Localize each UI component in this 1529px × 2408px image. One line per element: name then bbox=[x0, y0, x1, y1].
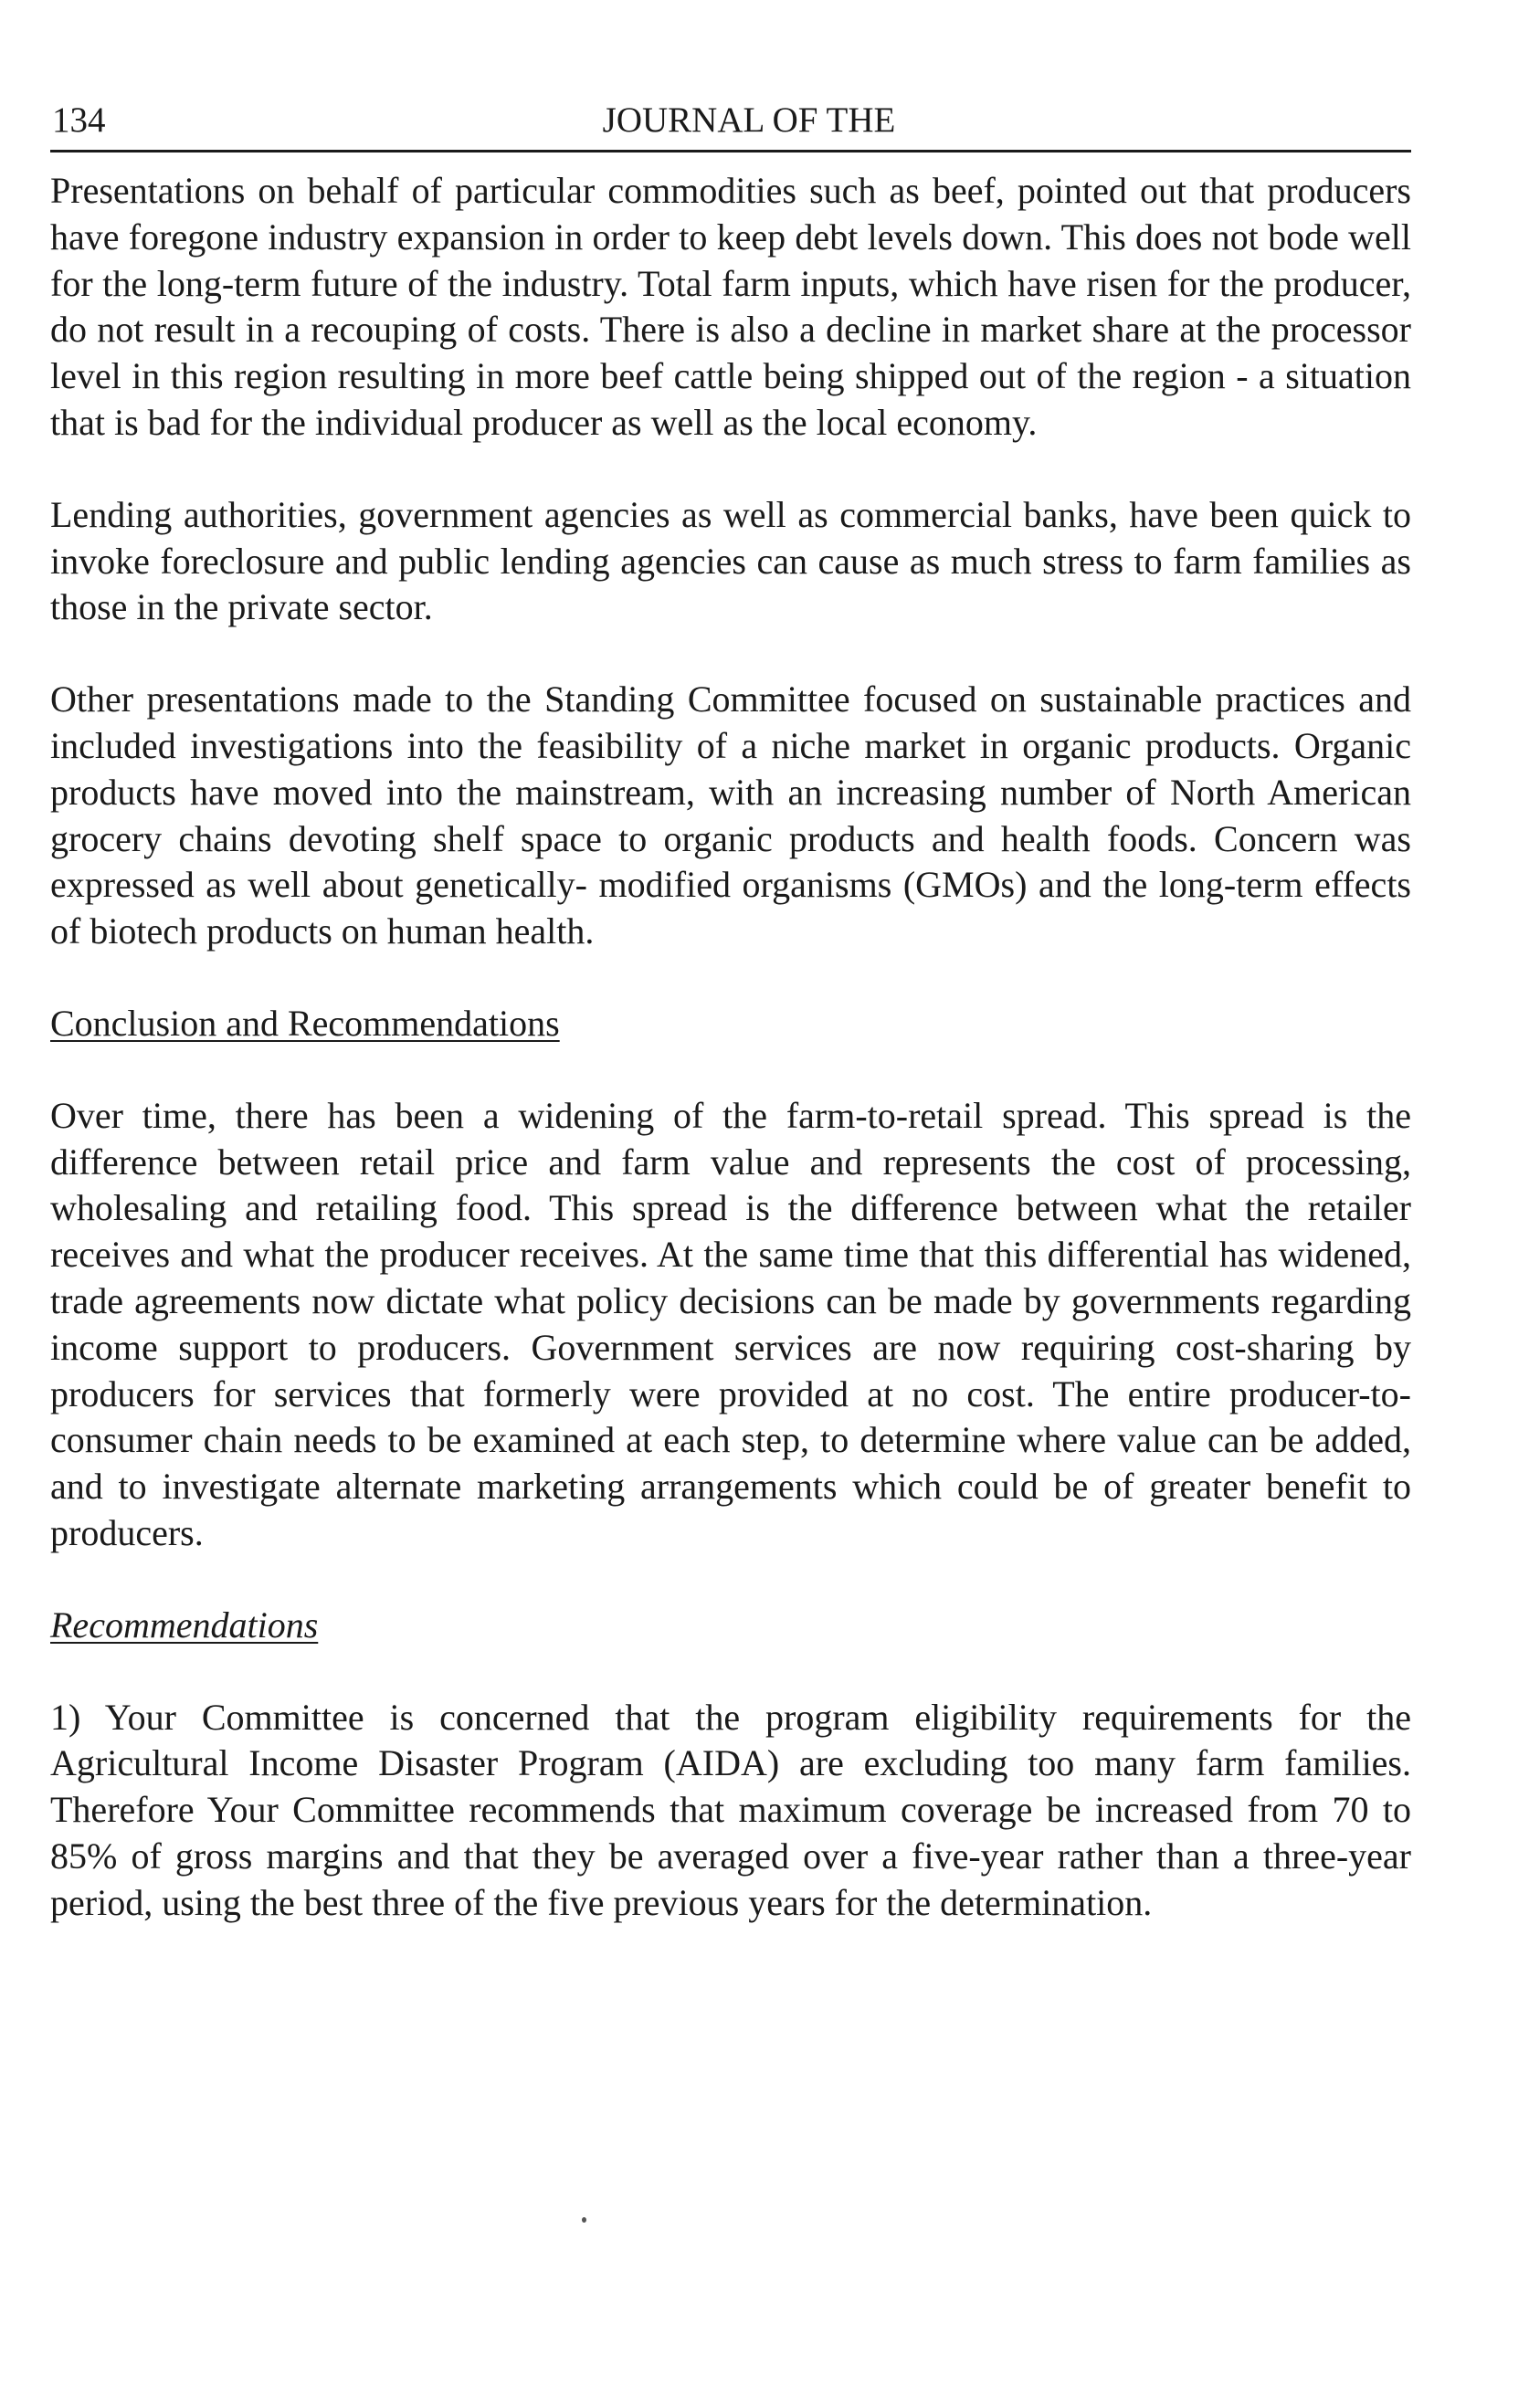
paragraph-commodities: Presentations on behalf of particular commodities such as beef, pointed out that producers have foregone industry expansion in order to keep debt levels down. This does not bode well for the long-term future of the industry. Total farm inputs, which have risen for the producer, do not result in a recouping of costs. There is also a decline in market share at the processor level in this region resulting in more beef cattle being shipped out of the region - a situation that is bad for the individual producer as well as the local economy. bbox=[50, 170, 1411, 443]
scan-speck bbox=[582, 2217, 586, 2223]
running-head: JOURNAL OF THE bbox=[602, 100, 896, 140]
paragraph-recommendation-1: 1) Your Committee is concerned that the program eligibility requirements for the Agricultural Income Disaster Program (AIDA) are excluding too many farm families. Therefore Your Committee recommends that maximum coverage be increased from 70 to 85% of gross margins and that they be averaged over a five-year rather than a three-year period, using the best three of the five previous years for the determination. bbox=[50, 1696, 1411, 1923]
paragraph-spread: Over time, there has been a widening of the farm-to-retail spread. This spread is the difference between retail price and farm value and represents the cost of processing, wholesaling and retailing food. This spread is the difference between what the retailer receives and what the producer receives. At the same time that this differential has widened, trade agreements now dictate what policy decisions can be made by governments regarding income support to producers. Government services are now requiring cost-sharing by producers for services that formerly were provided at no cost. The entire producer-to-consumer chain needs to be examined at each step, to determine where value can be added, and to investigate alternate marketing arrangements which could be of greater benefit to producers. bbox=[50, 1094, 1411, 1553]
journal-page bbox=[50, 91, 1411, 1927]
paragraph-sustainable: Other presentations made to the Standing Committee focused on sustainable practices and included investigations into the feasibility of a niche market in organic products. Organic products have moved into the mainstream, with an increasing number of North American grocery chains devoting shelf space to organic products and health foods. Concern was expressed as well about genetically- modified organisms (GMOs) and the long-term effects of biotech products on human health. bbox=[50, 678, 1411, 952]
page-header bbox=[50, 91, 1411, 152]
heading-conclusion: Conclusion and Recommendations bbox=[50, 1002, 560, 1044]
heading-recommendations: Recommendations bbox=[50, 1604, 319, 1646]
page-number: 134 bbox=[52, 100, 106, 140]
paragraph-lending: Lending authorities, government agencies as well as commercial banks, have been quick to invoke foreclosure and public lending agencies can cause as much stress to farm families as those in the private sector. bbox=[50, 493, 1411, 628]
